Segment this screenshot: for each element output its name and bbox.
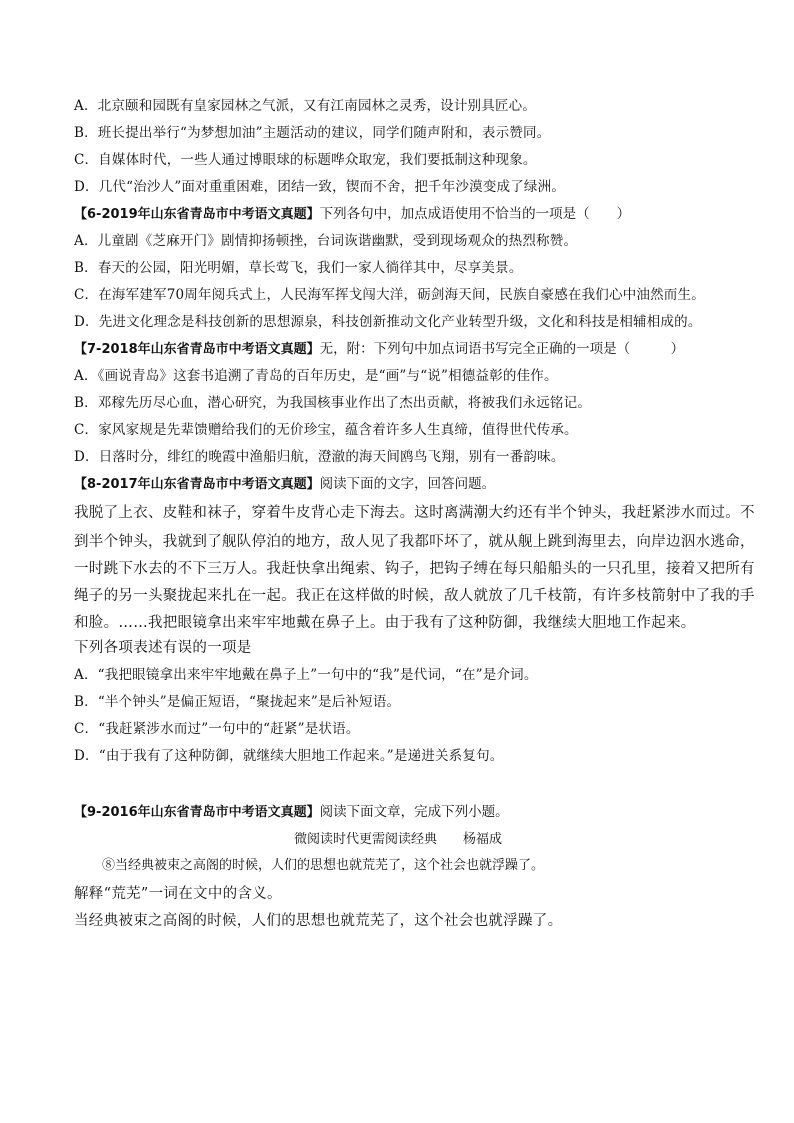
q7-stem: 无，附：下列句中加点词语书写完全正确的一项是（ ） xyxy=(319,341,685,357)
q8-question: 下列各项表述有误的一项是 xyxy=(74,640,252,656)
q9-tag: 【9-2016年山东省青岛市中考语文真题】 xyxy=(74,805,320,820)
q6-option-d: D．先进文化理念是科技创新的思想源泉，科技创新推动文化产业转型升级，文化和科技是相辅相成的。 xyxy=(74,314,702,330)
q8-passage-line: 绳子的另一头聚拢起来扎在一起。我正在这样做的时候，敌人就放了几千枝箭，有许多枝箭射中了我的手 xyxy=(74,588,755,604)
q7-option-d: D．日落时分，绯红的晚霞中渔船归航，澄澈的海天间鸥鸟飞翔，别有一番韵味。 xyxy=(74,449,565,465)
q8-option-c: C．“我赶紧涉水而过”一句中的“赶紧”是状语。 xyxy=(74,721,360,737)
q8-option-a: A．“我把眼镜拿出来牢牢地戴在鼻子上”一句中的“我”是代词，“在”是介词。 xyxy=(74,667,538,683)
q6-option-c: C．在海军建军70周年阅兵式上，人民海军挥戈闯大洋，砺剑海天间，民族自豪感在我们心中油然而生。 xyxy=(74,287,705,303)
q8-header xyxy=(74,475,495,494)
q9-excerpt: ⑧当经典被束之高阁的时候，人们的思想也就荒芜了，这个社会也就浮躁了。 xyxy=(102,858,545,873)
q8-option-d: D．“由于我有了这种防御，就继续大胆地工作起来。”是递进关系复句。 xyxy=(74,748,504,764)
q8-passage-line: 我脱了上衣、皮鞋和袜子，穿着牛皮背心走下海去。这时离满潮大约还有半个钟头，我赶紧涉水而过。不 xyxy=(74,505,755,521)
q6-stem: 下列各句中，加点成语使用不恰当的一项是（ ） xyxy=(319,206,631,222)
q6-option-a: A．儿童剧《芝麻开门》剧情抑扬顿挫，台词诙谐幽默，受到现场观众的热烈称赞。 xyxy=(74,233,578,249)
q5-option-b: B．班长提出举行“为梦想加油”主题活动的建议，同学们随声附和，表示赞同。 xyxy=(74,125,551,141)
q9-header xyxy=(74,803,509,822)
q9-question: 解释“荒芜”一词在文中的含义。 xyxy=(74,886,282,902)
q7-option-a: A．《画说青岛》这套书追溯了青岛的百年历史，是“画”与“说”相德益彰的佳作。 xyxy=(74,368,558,384)
q8-option-b: B．“半个钟头”是偏正短语，“聚拢起来”是后补短语。 xyxy=(74,694,401,710)
q5-option-a: A．北京颐和园既有皇家园林之气派，又有江南园林之灵秀，设计别具匠心。 xyxy=(74,98,537,114)
q7-option-b: B．邓稼先历尽心血，潜心研究，为我国核事业作出了杰出贡献，将被我们永远铭记。 xyxy=(74,395,592,411)
q6-option-b: B．春天的公园，阳光明媚，草长莺飞，我们一家人徜徉其中，尽享美景。 xyxy=(74,260,523,276)
q5-option-c: C．自媒体时代，一些人通过博眼球的标题哗众取宠，我们要抵制这种现象。 xyxy=(74,152,537,168)
q9-answer: 当经典被束之高阁的时候，人们的思想也就荒芜了，这个社会也就浮躁了。 xyxy=(74,913,563,929)
q9-article-title: 微阅读时代更需阅读经典 杨福成 xyxy=(294,832,503,847)
q8-passage-line: 和脸。……我把眼镜拿出来牢牢地戴在鼻子上。由于我有了这种防御，我继续大胆地工作起来。 xyxy=(74,615,696,631)
q8-tag: 【8-2017年山东省青岛市中考语文真题】 xyxy=(74,477,320,492)
q7-header xyxy=(74,340,684,359)
q8-passage-line: 到半个钟头，我就到了舰队停泊的地方，敌人见了我都吓坏了，就从舰上跳到海里去，向岸边泅水逃命， xyxy=(74,534,755,550)
q6-header xyxy=(74,205,630,224)
q6-tag: 【6-2019年山东省青岛市中考语文真题】 xyxy=(74,207,320,222)
q8-passage-line: 一时跳下水去的不下三万人。我赶快拿出绳索、钩子，把钩子缚在每只船船头的一只孔里，接着又把所有 xyxy=(74,561,755,577)
q7-tag: 【7-2018年山东省青岛市中考语文真题】 xyxy=(74,342,320,357)
q7-option-c: C．家风家规是先辈馈赠给我们的无价珍宝，蕴含着许多人生真缔，值得世代传承。 xyxy=(74,422,578,438)
q9-stem: 阅读下面文章，完成下列小题。 xyxy=(319,804,509,820)
q8-stem: 阅读下面的文字，回答问题。 xyxy=(319,476,496,492)
q5-option-d: D．几代“治沙人”面对重重困难，团结一致，锲而不舍，把千年沙漠变成了绿洲。 xyxy=(74,179,566,195)
